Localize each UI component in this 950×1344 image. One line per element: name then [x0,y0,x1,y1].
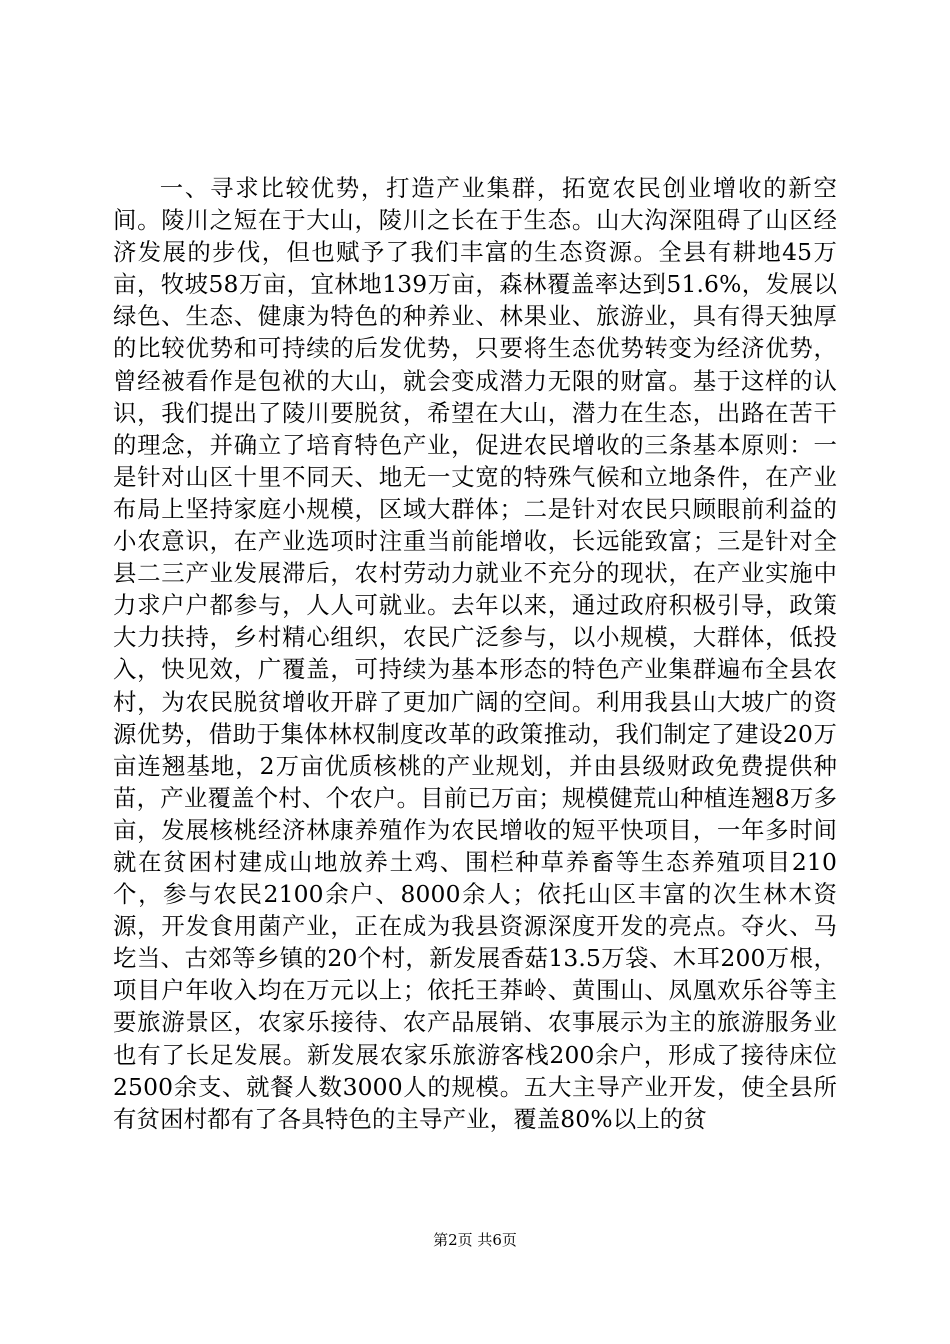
body-paragraph: 一、寻求比较优势，打造产业集群，拓宽农民创业增收的新空间。陵川之短在于大山，陵川之长在于生态。山大沟深阻碍了山区经济发展的步伐，但也赋予了我们丰富的生态资源。全县有耕地45万亩，牧坡58万亩，宜林地139万亩，森林覆盖率达到51.6%，发展以绿色、生态、健康为特色的种养业、林果业、旅游业，具有得天独厚的比较优势和可持续的后发优势，只要将生态优势转变为经济优势，曾经被看作是包袱的大山，就会变成潜力无限的财富。基于这样的认识，我们提出了陵川要脱贫，希望在大山，潜力在生态，出路在苦干的理念，并确立了培育特色产业，促进农民增收的三条基本原则：一是针对山区十里不同天、地无一丈宽的特殊气候和立地条件，在产业布局上坚持家庭小规模，区域大群体；二是针对农民只顾眼前利益的小农意识，在产业选项时注重当前能增收，长远能致富；三是针对全县二三产业发展滞后，农村劳动力就业不充分的现状，在产业实施中力求户户都参与，人人可就业。去年以来，通过政府积极引导，政策大力扶持，乡村精心组织，农民广泛参与，以小规模，大群体，低投入，快见效，广覆盖，可持续为基本形态的特色产业集群遍布全县农村，为农民脱贫增收开辟了更加广阔的空间。利用我县山大坡广的资源优势，借助于集体林权制度改革的政策推动，我们制定了建设20万亩连翘基地，2万亩优质核桃的产业规划，并由县级财政免费提供种苗，产业覆盖个村、个农户。目前已万亩；规模健荒山种植连翘8万多亩，发展核桃经济林康养殖作为农民增收的短平快项目，一年多时间就在贫困村建成山地放养土鸡、围栏种草养畜等生态养殖项目210个，参与农民2100余户、8000余人；依托山区丰富的次生林木资源，开发食用菌产业，正在成为我县资源深度开发的亮点。夺火、马圪当、古郊等乡镇的20个村，新发展香菇13.5万袋、木耳200万根，项目户年收入均在万元以上；依托王莽岭、黄围山、凤凰欢乐谷等主要旅游景区，农家乐接待、农产品展销、农事展示为主的旅游服务业也有了长足发展。新发展农家乐旅游客栈200余户，形成了接待床位2500余支、就餐人数3000人的规模。五大主导产业开发，使全县所有贫困村都有了各具特色的主导产业，覆盖80%以上的贫 [113,174,837,1133]
page-footer: 第2页 共6页 [433,1231,517,1249]
